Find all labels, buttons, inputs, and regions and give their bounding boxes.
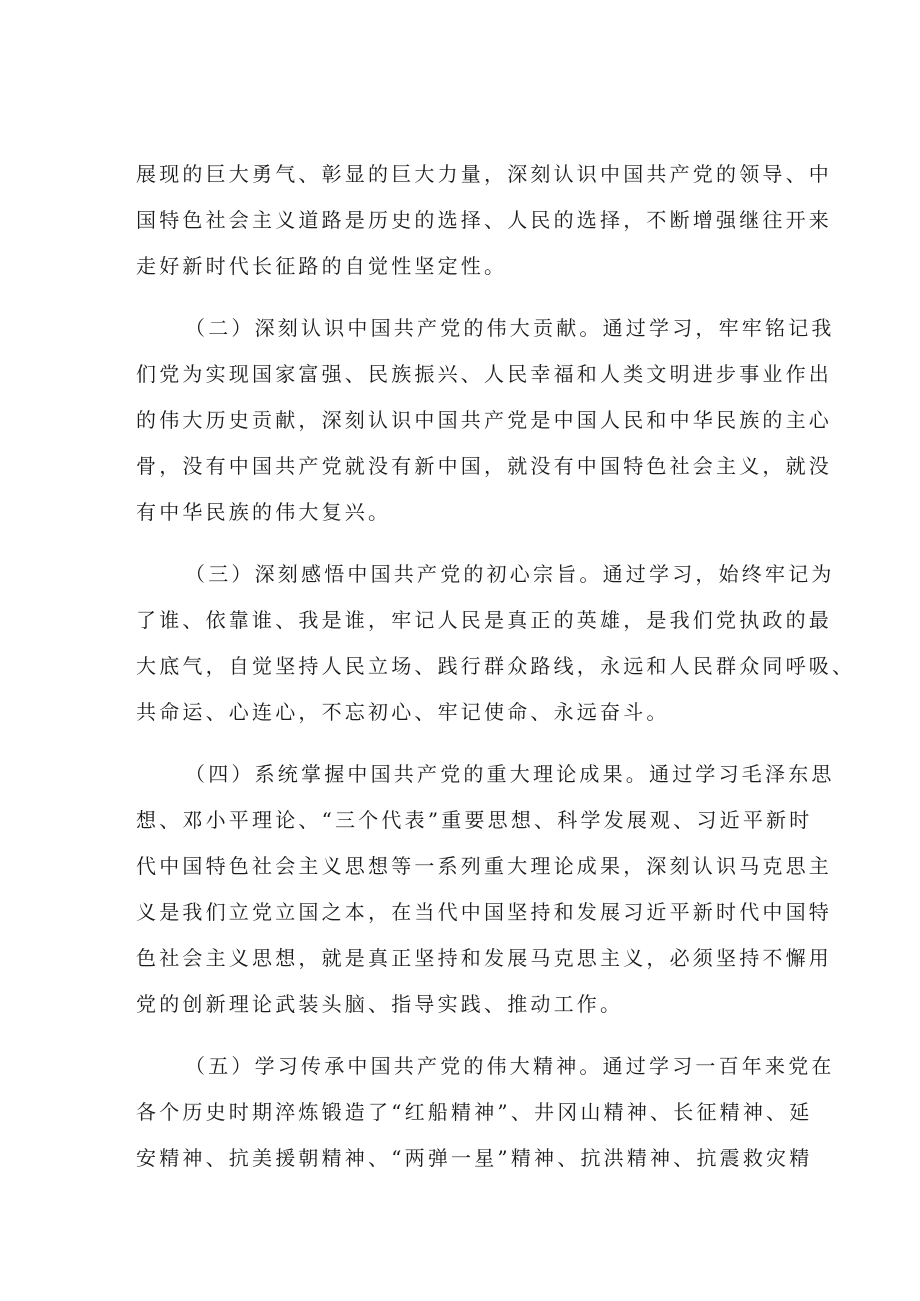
paragraph-section-2 xyxy=(136,305,835,535)
text-line: 骨，没有中国共产党就没有新中国，就没有中国特色社会主义，就没 xyxy=(136,454,832,478)
text-line: 义是我们立党立国之本，在当代中国坚持和发展习近平新时代中国特 xyxy=(136,900,832,924)
text-line: 有中华民族的伟大复兴。 xyxy=(136,500,392,524)
paragraph-continuation xyxy=(136,151,832,289)
document-body xyxy=(136,151,856,1197)
text-line: 的伟大历史贡献，深刻认识中国共产党是中国人民和中华民族的主心 xyxy=(136,408,832,432)
text-line: 各个历史时期淬炼锻造了“红船精神”、井冈山精神、长征精神、延 xyxy=(136,1100,813,1124)
paragraph-section-3 xyxy=(136,551,856,735)
text-line: 共命运、心连心，不忘初心、牢记使命、永远奋斗。 xyxy=(136,700,670,724)
text-line: 展现的巨大勇气、彰显的巨大力量，深刻认识中国共产党的领导、中 xyxy=(136,162,832,186)
text-line: 色社会主义思想，就是真正坚持和发展马克思主义，必须坚持不懈用 xyxy=(136,946,832,970)
text-line: （五）学习传承中国共产党的伟大精神。通过学习一百年来党在 xyxy=(185,1054,835,1078)
text-line: 走好新时代长征路的自觉性坚定性。 xyxy=(136,254,508,278)
text-line: 代中国特色社会主义思想等一系列重大理论成果，深刻认识马克思主 xyxy=(136,854,832,878)
text-line: 想、邓小平理论、“三个代表”重要思想、科学发展观、习近平新时 xyxy=(136,808,813,832)
text-line: （二）深刻认识中国共产党的伟大贡献。通过学习，牢牢铭记我 xyxy=(185,316,835,340)
text-line: 了谁、依靠谁、我是谁，牢记人民是真正的英雄，是我们党执政的最 xyxy=(136,608,832,632)
paragraph-section-4 xyxy=(136,751,835,1027)
text-line: 们党为实现国家富强、民族振兴、人民幸福和人类文明进步事业作出 xyxy=(136,362,832,386)
text-line: 党的创新理论武装头脑、指导实践、推动工作。 xyxy=(136,992,624,1016)
text-line: （三）深刻感悟中国共产党的初心宗旨。通过学习，始终牢记为 xyxy=(185,562,835,586)
text-line: （四）系统掌握中国共产党的重大理论成果。通过学习毛泽东思 xyxy=(185,762,835,786)
text-line: 安精神、抗美援朝精神、“两弹一星”精神、抗洪精神、抗震救灾精 xyxy=(136,1146,813,1170)
paragraph-section-5 xyxy=(136,1043,835,1181)
text-line: 大底气，自觉坚持人民立场、践行群众路线，永远和人民群众同呼吸、 xyxy=(136,654,856,678)
text-line: 国特色社会主义道路是历史的选择、人民的选择，不断增强继往开来 xyxy=(136,208,832,232)
